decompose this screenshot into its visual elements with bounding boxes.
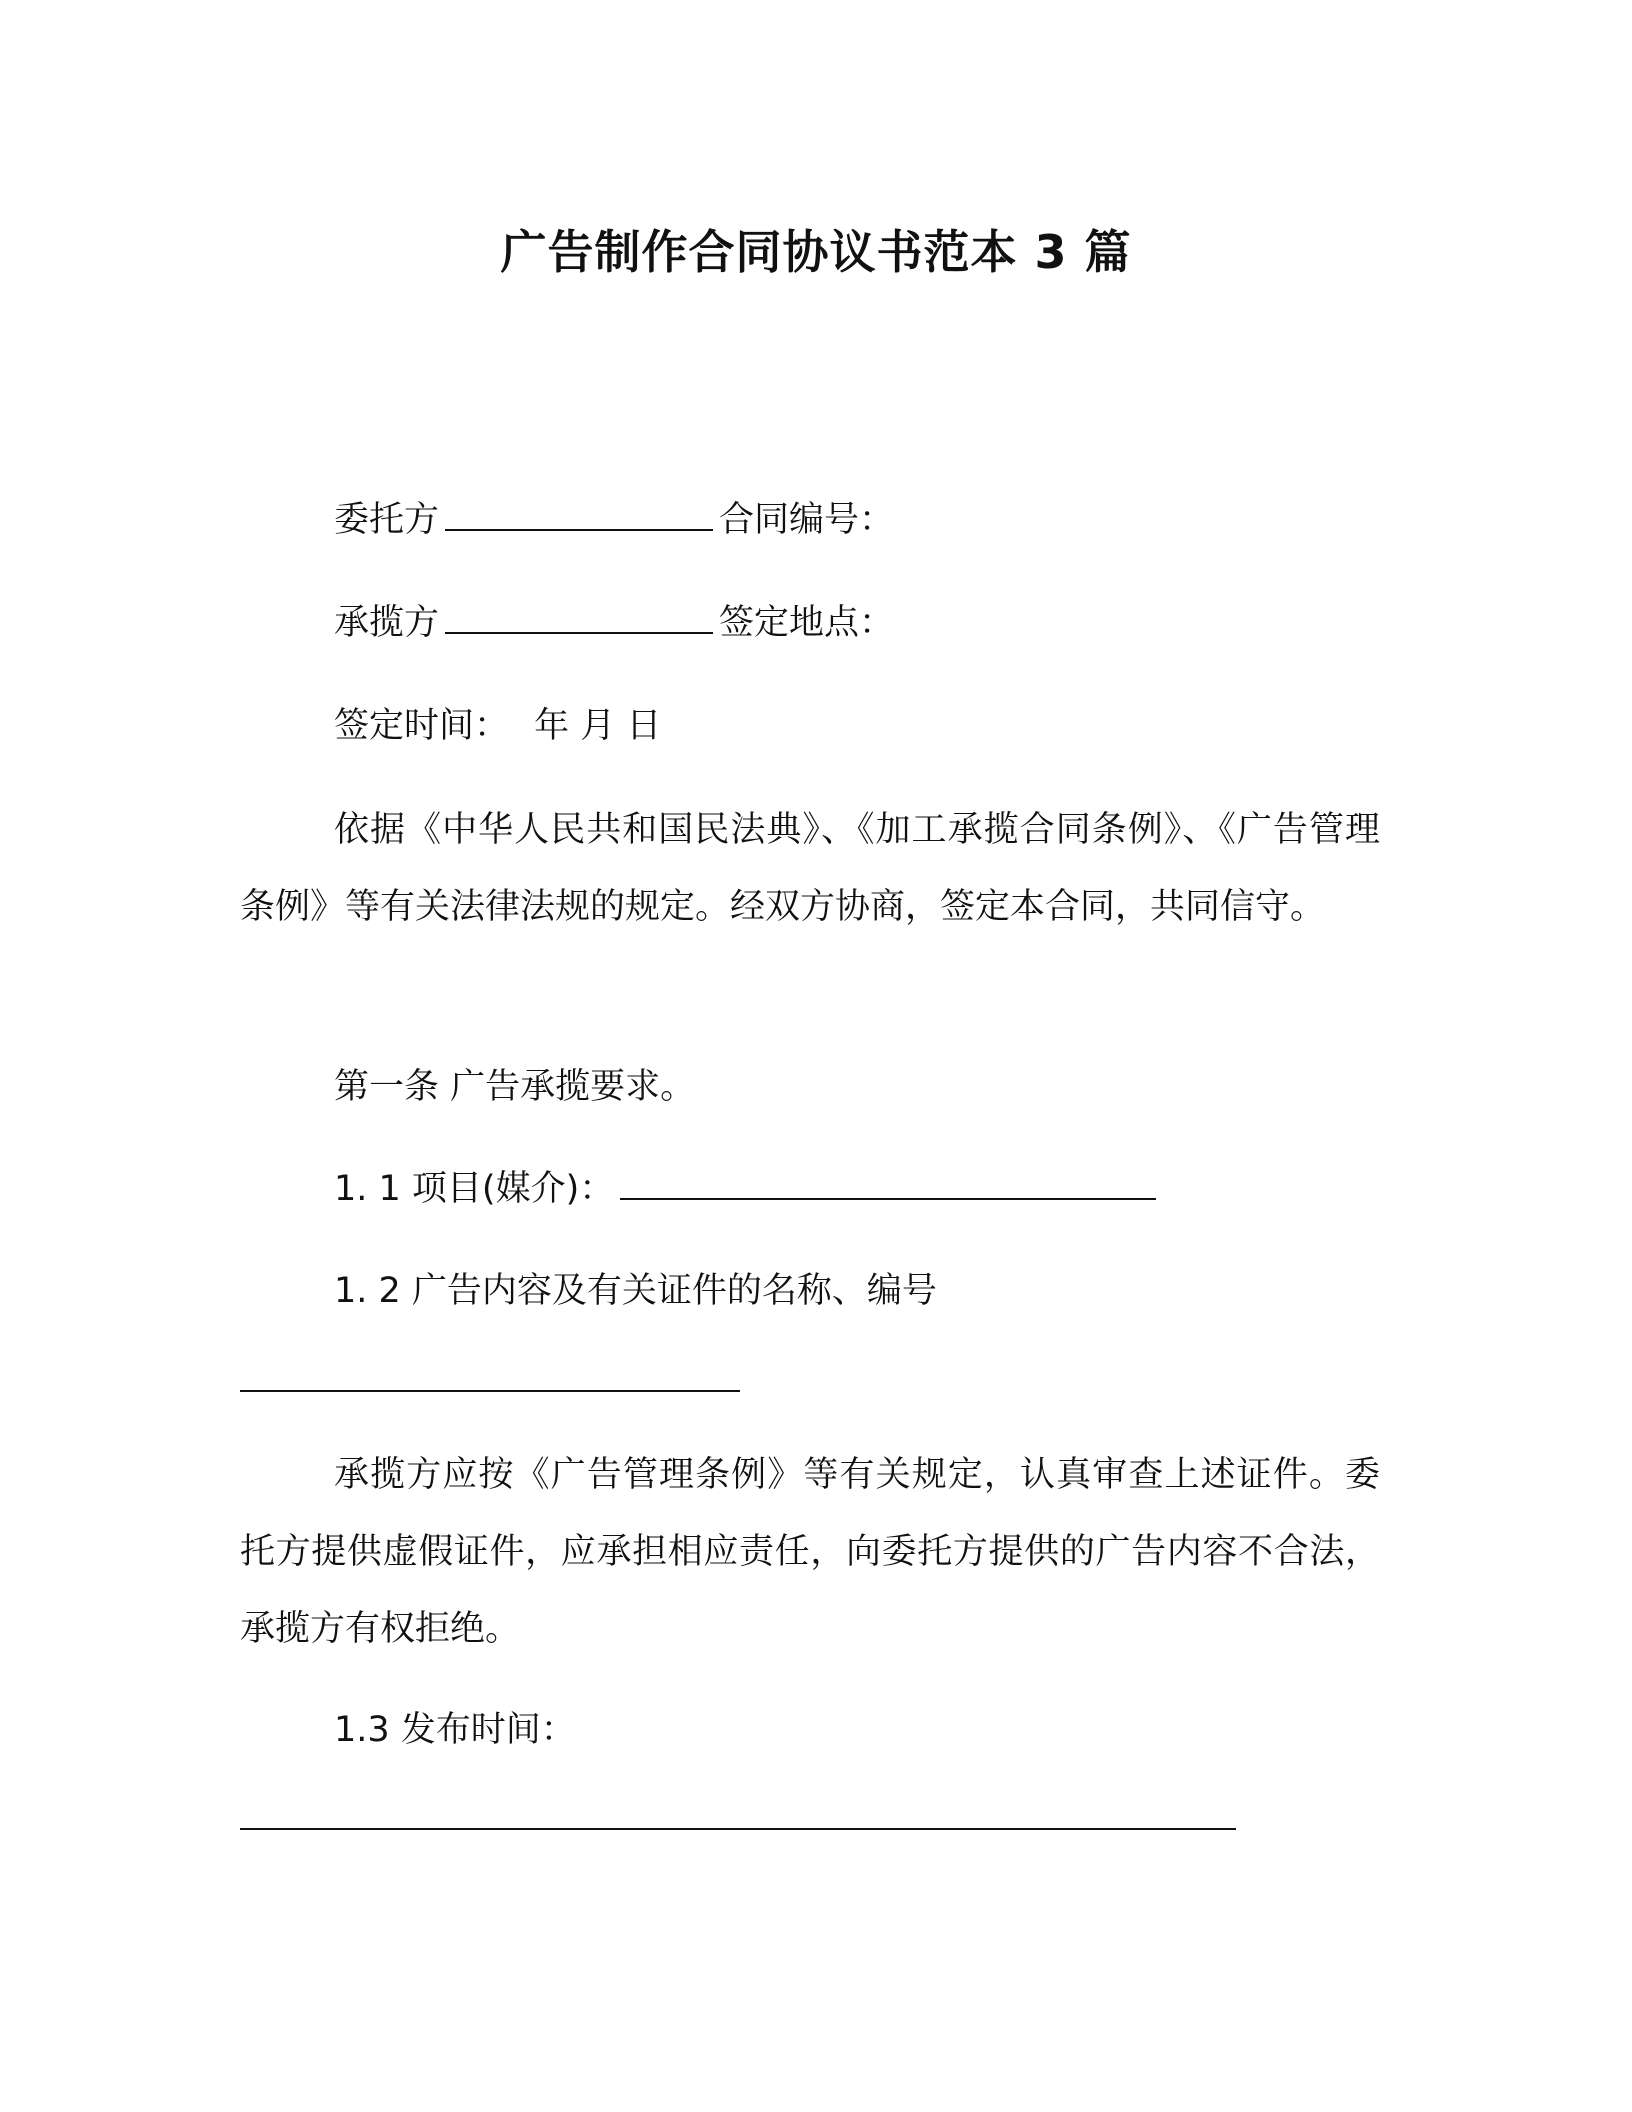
contract-no-label: 合同编号： [719, 500, 895, 540]
contractor-label: 承揽方 [334, 603, 440, 643]
sign-time-label: 签定时间： [334, 706, 510, 746]
item-1-3-label: 1.3 发布时间： [334, 1710, 576, 1750]
preamble-paragraph: 依据《中华人民共和国民法典》、《加工承揽合同条例》、《广告管理条例》等有关法律法规的规定。经双方协商，签定本合同，共同信守。 [240, 810, 1380, 927]
sign-place-label: 签定地点： [719, 603, 895, 643]
sign-time-value: 年 月 日 [534, 706, 662, 746]
sign-time-line [334, 703, 661, 749]
client-label: 委托方 [334, 500, 440, 540]
client-line [334, 497, 894, 543]
item-1-1-line [334, 1166, 1162, 1212]
item-1-2-blank-line [240, 1390, 740, 1392]
client-blank [445, 499, 713, 531]
item-1-1-blank [620, 1168, 1156, 1200]
item-1-3-blank-line [240, 1828, 1236, 1830]
contractor-blank [445, 602, 713, 634]
item-1-2-label: 1. 2 广告内容及有关证件的名称、编号 [334, 1271, 937, 1311]
article-1-heading: 第一条 广告承揽要求。 [334, 1067, 696, 1107]
item-1-1-label: 1. 1 项目(媒介)： [334, 1169, 615, 1209]
review-paragraph: 承揽方应按《广告管理条例》等有关规定，认真审查上述证件。委托方提供虚假证件，应承担相应责任，向委托方提供的广告内容不合法，承揽方有权拒绝。 [240, 1455, 1380, 1649]
document-title: 广告制作合同协议书范本 3 篇 [500, 225, 1132, 279]
contractor-line [334, 600, 894, 646]
